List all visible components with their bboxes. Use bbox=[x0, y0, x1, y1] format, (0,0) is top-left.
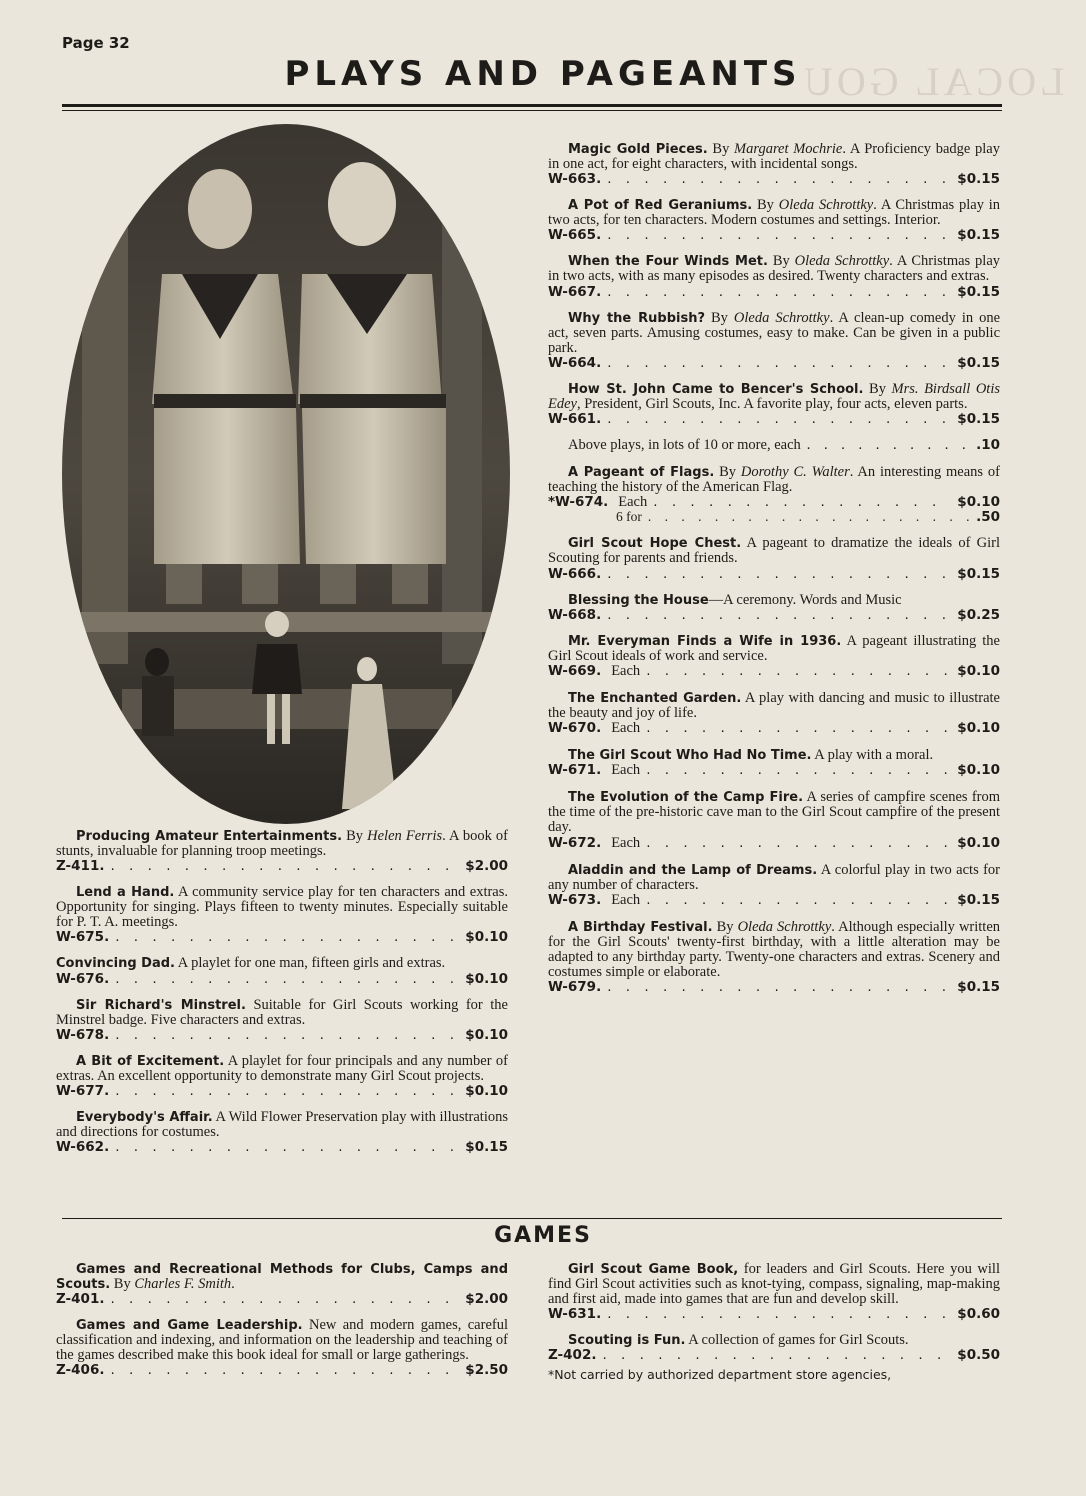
photo-girl-scouts-puppets bbox=[62, 124, 510, 824]
item-title: The Girl Scout Who Had No Time. bbox=[568, 748, 812, 764]
list-item: A Pot of Red Geraniums. By Oleda Schrottky. A Christmas play in two acts, for ten characters. Modern costumes and settings. Interior. W-665. . . . $0.15 bbox=[548, 198, 1000, 242]
price-line bbox=[548, 412, 1000, 426]
item-title: Girl Scout Hope Chest. bbox=[568, 536, 742, 552]
item-price: $0.15 bbox=[957, 283, 1000, 300]
item-price: $0.15 bbox=[957, 891, 1000, 908]
item-price: $0.15 bbox=[957, 171, 1000, 188]
list-item: Everybody's Affair. A Wild Flower Preservation play with illustrations and directions for costumes. W-662. . . . $0.15 bbox=[56, 1110, 508, 1154]
footnote: *Not carried by authorized department store agencies, bbox=[548, 1367, 892, 1383]
price-line bbox=[548, 172, 1000, 186]
item-code: W-661. bbox=[548, 410, 602, 427]
list-item: A Bit of Excitement. A playlet for four principals and any number of extras. An excellent opportunity to demonstrate many Girl Scout projects. W-677. . . . $0.10 bbox=[56, 1054, 508, 1098]
price-line: W-670. Each . . . $0.10 bbox=[548, 721, 1000, 736]
list-item: A Pageant of Flags. By Dorothy C. Walter. An interesting means of teaching the history of the American Flag. *W-674. Each . . . $0.10 6 for . . . .50 bbox=[548, 465, 1000, 524]
item-code: W-670. bbox=[548, 720, 602, 737]
list-item: Blessing the House—A ceremony. Words and Music W-668. . . . $0.25 bbox=[548, 593, 1000, 622]
price-line bbox=[56, 972, 508, 986]
item-code: W-663. bbox=[548, 171, 602, 188]
list-item: The Evolution of the Camp Fire. A series of campfire scenes from the time of the pre-historic cave man to the Girl Scout campfire of the present day. W-672. Each . . . $0.10 bbox=[548, 790, 1000, 850]
item-title: Everybody's Affair. bbox=[76, 1109, 213, 1125]
item-price: $0.25 bbox=[957, 606, 1000, 623]
item-price: $2.50 bbox=[465, 1362, 508, 1379]
games-heading: GAMES bbox=[494, 1223, 592, 1248]
price-line bbox=[56, 1292, 508, 1306]
item-code: W-677. bbox=[56, 1082, 110, 1099]
item-code: W-678. bbox=[56, 1026, 110, 1043]
item-title: Magic Gold Pieces. bbox=[568, 142, 708, 157]
price-line bbox=[548, 356, 1000, 370]
item-title: Lend a Hand. bbox=[76, 885, 175, 901]
title-rule bbox=[62, 104, 1002, 107]
item-title: A Bit of Excitement. bbox=[76, 1053, 225, 1069]
item-code: Z-411. bbox=[56, 858, 105, 875]
item-price: $0.50 bbox=[957, 1347, 1000, 1364]
item-code: W-664. bbox=[548, 354, 602, 371]
item-title: Aladdin and the Lamp of Dreams. bbox=[568, 862, 818, 878]
price-line bbox=[548, 1307, 1000, 1321]
item-price: $0.10 bbox=[957, 662, 1000, 679]
item-title: The Evolution of the Camp Fire. bbox=[568, 790, 804, 806]
item-code: W-668. bbox=[548, 606, 602, 623]
price-line bbox=[548, 228, 1000, 242]
item-price: $0.10 bbox=[957, 834, 1000, 851]
list-item: Mr. Everyman Finds a Wife in 1936. A pageant illustrating the Girl Scout ideals of work and service. W-669. Each . . . $0.10 bbox=[548, 634, 1000, 679]
item-title: Producing Amateur Entertainments. bbox=[76, 829, 343, 844]
games-rule bbox=[62, 1218, 1002, 1219]
item-title: Blessing the House bbox=[568, 592, 709, 608]
item-price: $0.15 bbox=[957, 410, 1000, 427]
item-code: W-673. bbox=[548, 891, 602, 908]
item-code: W-667. bbox=[548, 283, 602, 300]
price-line bbox=[56, 930, 508, 944]
item-price: .50 bbox=[976, 509, 1000, 526]
item-title: How St. John Came to Bencer's School. bbox=[568, 381, 864, 397]
item-price: $0.10 bbox=[957, 762, 1000, 779]
list-item: A Birthday Festival. By Oleda Schrottky. Although especially written for the Girl Scouts' twenty-first birthday, with a little alteration may be adapted to any birthday party. Twenty-one characters and extras. Scenery and costumes simple or elaborate. W-679. . . . $0.15 bbox=[548, 920, 1000, 994]
price-line bbox=[56, 1363, 508, 1377]
item-code: W-662. bbox=[56, 1139, 110, 1156]
item-price: $0.15 bbox=[465, 1139, 508, 1156]
item-code: W-672. bbox=[548, 834, 602, 851]
item-title: Games and Recreational Methods for Clubs, Camps and Scouts. bbox=[56, 1262, 508, 1293]
item-price: $0.10 bbox=[465, 929, 508, 946]
list-item: Girl Scout Game Book, for leaders and Girl Scouts. Here you will find Girl Scout activities such as knot-tying, compass, signaling, map-making and first aid, made into games that are fun and develop skill. W-631. . . . $0.60 bbox=[548, 1262, 1000, 1321]
item-code: Z-401. bbox=[56, 1291, 105, 1308]
price-line bbox=[56, 1140, 508, 1154]
price-line bbox=[548, 1348, 1000, 1362]
list-item: The Enchanted Garden. A play with dancing and music to illustrate the beauty and joy of life. W-670. Each . . . $0.10 bbox=[548, 691, 1000, 736]
games-right-column bbox=[548, 1262, 1000, 1381]
price-line bbox=[548, 285, 1000, 299]
item-code: W-665. bbox=[548, 227, 602, 244]
price-line: W-673. Each . . . $0.15 bbox=[548, 893, 1000, 908]
list-item: When the Four Winds Met. By Oleda Schrottky. A Christmas play in two acts, with as many episodes as desired. Twenty characters and extras. W-667. . . . $0.15 bbox=[548, 254, 1000, 298]
bulk-price-note: Above plays, in lots of 10 or more, each . . . .10 bbox=[548, 438, 1000, 453]
price-line bbox=[548, 567, 1000, 581]
list-item: Producing Amateur Entertainments. By Helen Ferris. A book of stunts, invaluable for planning troop meetings. Z-411. . . . $2.00 bbox=[56, 829, 508, 873]
item-title: Mr. Everyman Finds a Wife in 1936. bbox=[568, 633, 842, 649]
price-line bbox=[56, 1028, 508, 1042]
item-code: W-671. bbox=[548, 762, 602, 779]
item-price: $0.10 bbox=[957, 720, 1000, 737]
item-title: Why the Rubbish? bbox=[568, 310, 705, 326]
item-code: Z-402. bbox=[548, 1347, 597, 1364]
price-line bbox=[56, 859, 508, 873]
item-code: *W-674. bbox=[548, 494, 609, 511]
item-title: Girl Scout Game Book, bbox=[568, 1262, 739, 1277]
price-line bbox=[548, 980, 1000, 994]
item-price: $2.00 bbox=[465, 1291, 508, 1308]
list-item: How St. John Came to Bencer's School. By Mrs. Birdsall Otis Edey, President, Girl Scouts, Inc. A favorite play, four acts, eleven parts. W-661. . . . $0.15 bbox=[548, 382, 1000, 426]
list-item: Aladdin and the Lamp of Dreams. A colorful play in two acts for any number of characters. W-673. Each . . . $0.15 bbox=[548, 863, 1000, 908]
price-line: *W-674. Each . . . $0.10 bbox=[548, 495, 1000, 510]
list-item: Girl Scout Hope Chest. A pageant to dramatize the ideals of Girl Scouting for parents and friends. W-666. . . . $0.15 bbox=[548, 536, 1000, 580]
price-line: 6 for . . . .50 bbox=[548, 510, 1000, 524]
item-price: $0.10 bbox=[465, 1082, 508, 1099]
bulk-price: .10 bbox=[976, 437, 1000, 454]
item-title: When the Four Winds Met. bbox=[568, 254, 768, 270]
item-code: W-675. bbox=[56, 929, 110, 946]
item-title: A Pot of Red Geraniums. bbox=[568, 198, 753, 214]
item-title: Convincing Dad. bbox=[56, 956, 175, 972]
item-title: Games and Game Leadership. bbox=[76, 1318, 303, 1334]
list-item: Lend a Hand. A community service play for ten characters and extras. Opportunity for singing. Plays fifteen to twenty minutes. Especially suitable for P. T. A. meetings. W-675. . . . $0.10 bbox=[56, 885, 508, 944]
item-price: $0.10 bbox=[465, 970, 508, 987]
bleed-through-text: LOCAL GOU bbox=[800, 59, 1065, 104]
list-item: Why the Rubbish? By Oleda Schrottky. A clean-up comedy in one act, seven parts. Amusing costumes, easy to make. Can be given in a public park. W-664. . . . $0.15 bbox=[548, 311, 1000, 370]
list-item: Convincing Dad. A playlet for one man, fifteen girls and extras. W-676. . . . $0.10 bbox=[56, 956, 508, 985]
item-code: W-669. bbox=[548, 662, 602, 679]
item-title: Scouting is Fun. bbox=[568, 1333, 686, 1349]
games-left-column bbox=[56, 1262, 508, 1389]
right-column-plays bbox=[548, 142, 1000, 1006]
item-price: $0.10 bbox=[465, 1026, 508, 1043]
item-code: W-631. bbox=[548, 1306, 602, 1323]
title-rule-thin bbox=[62, 110, 1002, 111]
price-line bbox=[56, 1084, 508, 1098]
item-price: $0.15 bbox=[957, 227, 1000, 244]
item-code: W-666. bbox=[548, 565, 602, 582]
list-item: Sir Richard's Minstrel. Suitable for Girl Scouts working for the Minstrel badge. Five characters and extras. W-678. . . . $0.10 bbox=[56, 998, 508, 1042]
list-item: The Girl Scout Who Had No Time. A play with a moral. W-671. Each . . . $0.10 bbox=[548, 748, 1000, 778]
item-code: W-679. bbox=[548, 979, 602, 996]
item-title: Sir Richard's Minstrel. bbox=[76, 997, 246, 1013]
left-column-plays bbox=[56, 829, 508, 1166]
item-code: Z-406. bbox=[56, 1362, 105, 1379]
list-item: Games and Game Leadership. New and modern games, careful classification and indexing, and information on the leadership and teaching of the games described make this book ideal for small or large gatherings. Z-406. . . . $2.50 bbox=[56, 1318, 508, 1377]
item-price: $0.15 bbox=[957, 565, 1000, 582]
list-item: Scouting is Fun. A collection of games for Girl Scouts. Z-402. . . . $0.50 bbox=[548, 1333, 1000, 1362]
item-title: The Enchanted Garden. bbox=[568, 690, 742, 706]
item-price: $0.15 bbox=[957, 354, 1000, 371]
item-title: A Birthday Festival. bbox=[568, 919, 713, 935]
price-line: W-669. Each . . . $0.10 bbox=[548, 664, 1000, 679]
item-price: $0.60 bbox=[957, 1306, 1000, 1323]
list-item: Games and Recreational Methods for Clubs, Camps and Scouts. By Charles F. Smith. Z-401. . . . $2.00 bbox=[56, 1262, 508, 1306]
page-number: Page 32 bbox=[62, 34, 130, 52]
list-item: Magic Gold Pieces. By Margaret Mochrie. A Proficiency badge play in one act, for eight characters, with incidental songs. W-663. . . . $0.15 bbox=[548, 142, 1000, 186]
item-title: A Pageant of Flags. bbox=[568, 465, 715, 481]
item-price: $2.00 bbox=[465, 858, 508, 875]
price-line bbox=[548, 608, 1000, 622]
price-line: W-671. Each . . . $0.10 bbox=[548, 763, 1000, 778]
item-price: $0.15 bbox=[957, 979, 1000, 996]
page-title: PLAYS AND PAGEANTS bbox=[284, 54, 802, 94]
price-line: W-672. Each . . . $0.10 bbox=[548, 836, 1000, 851]
item-price: $0.10 bbox=[957, 494, 1000, 511]
item-code: W-676. bbox=[56, 970, 110, 987]
